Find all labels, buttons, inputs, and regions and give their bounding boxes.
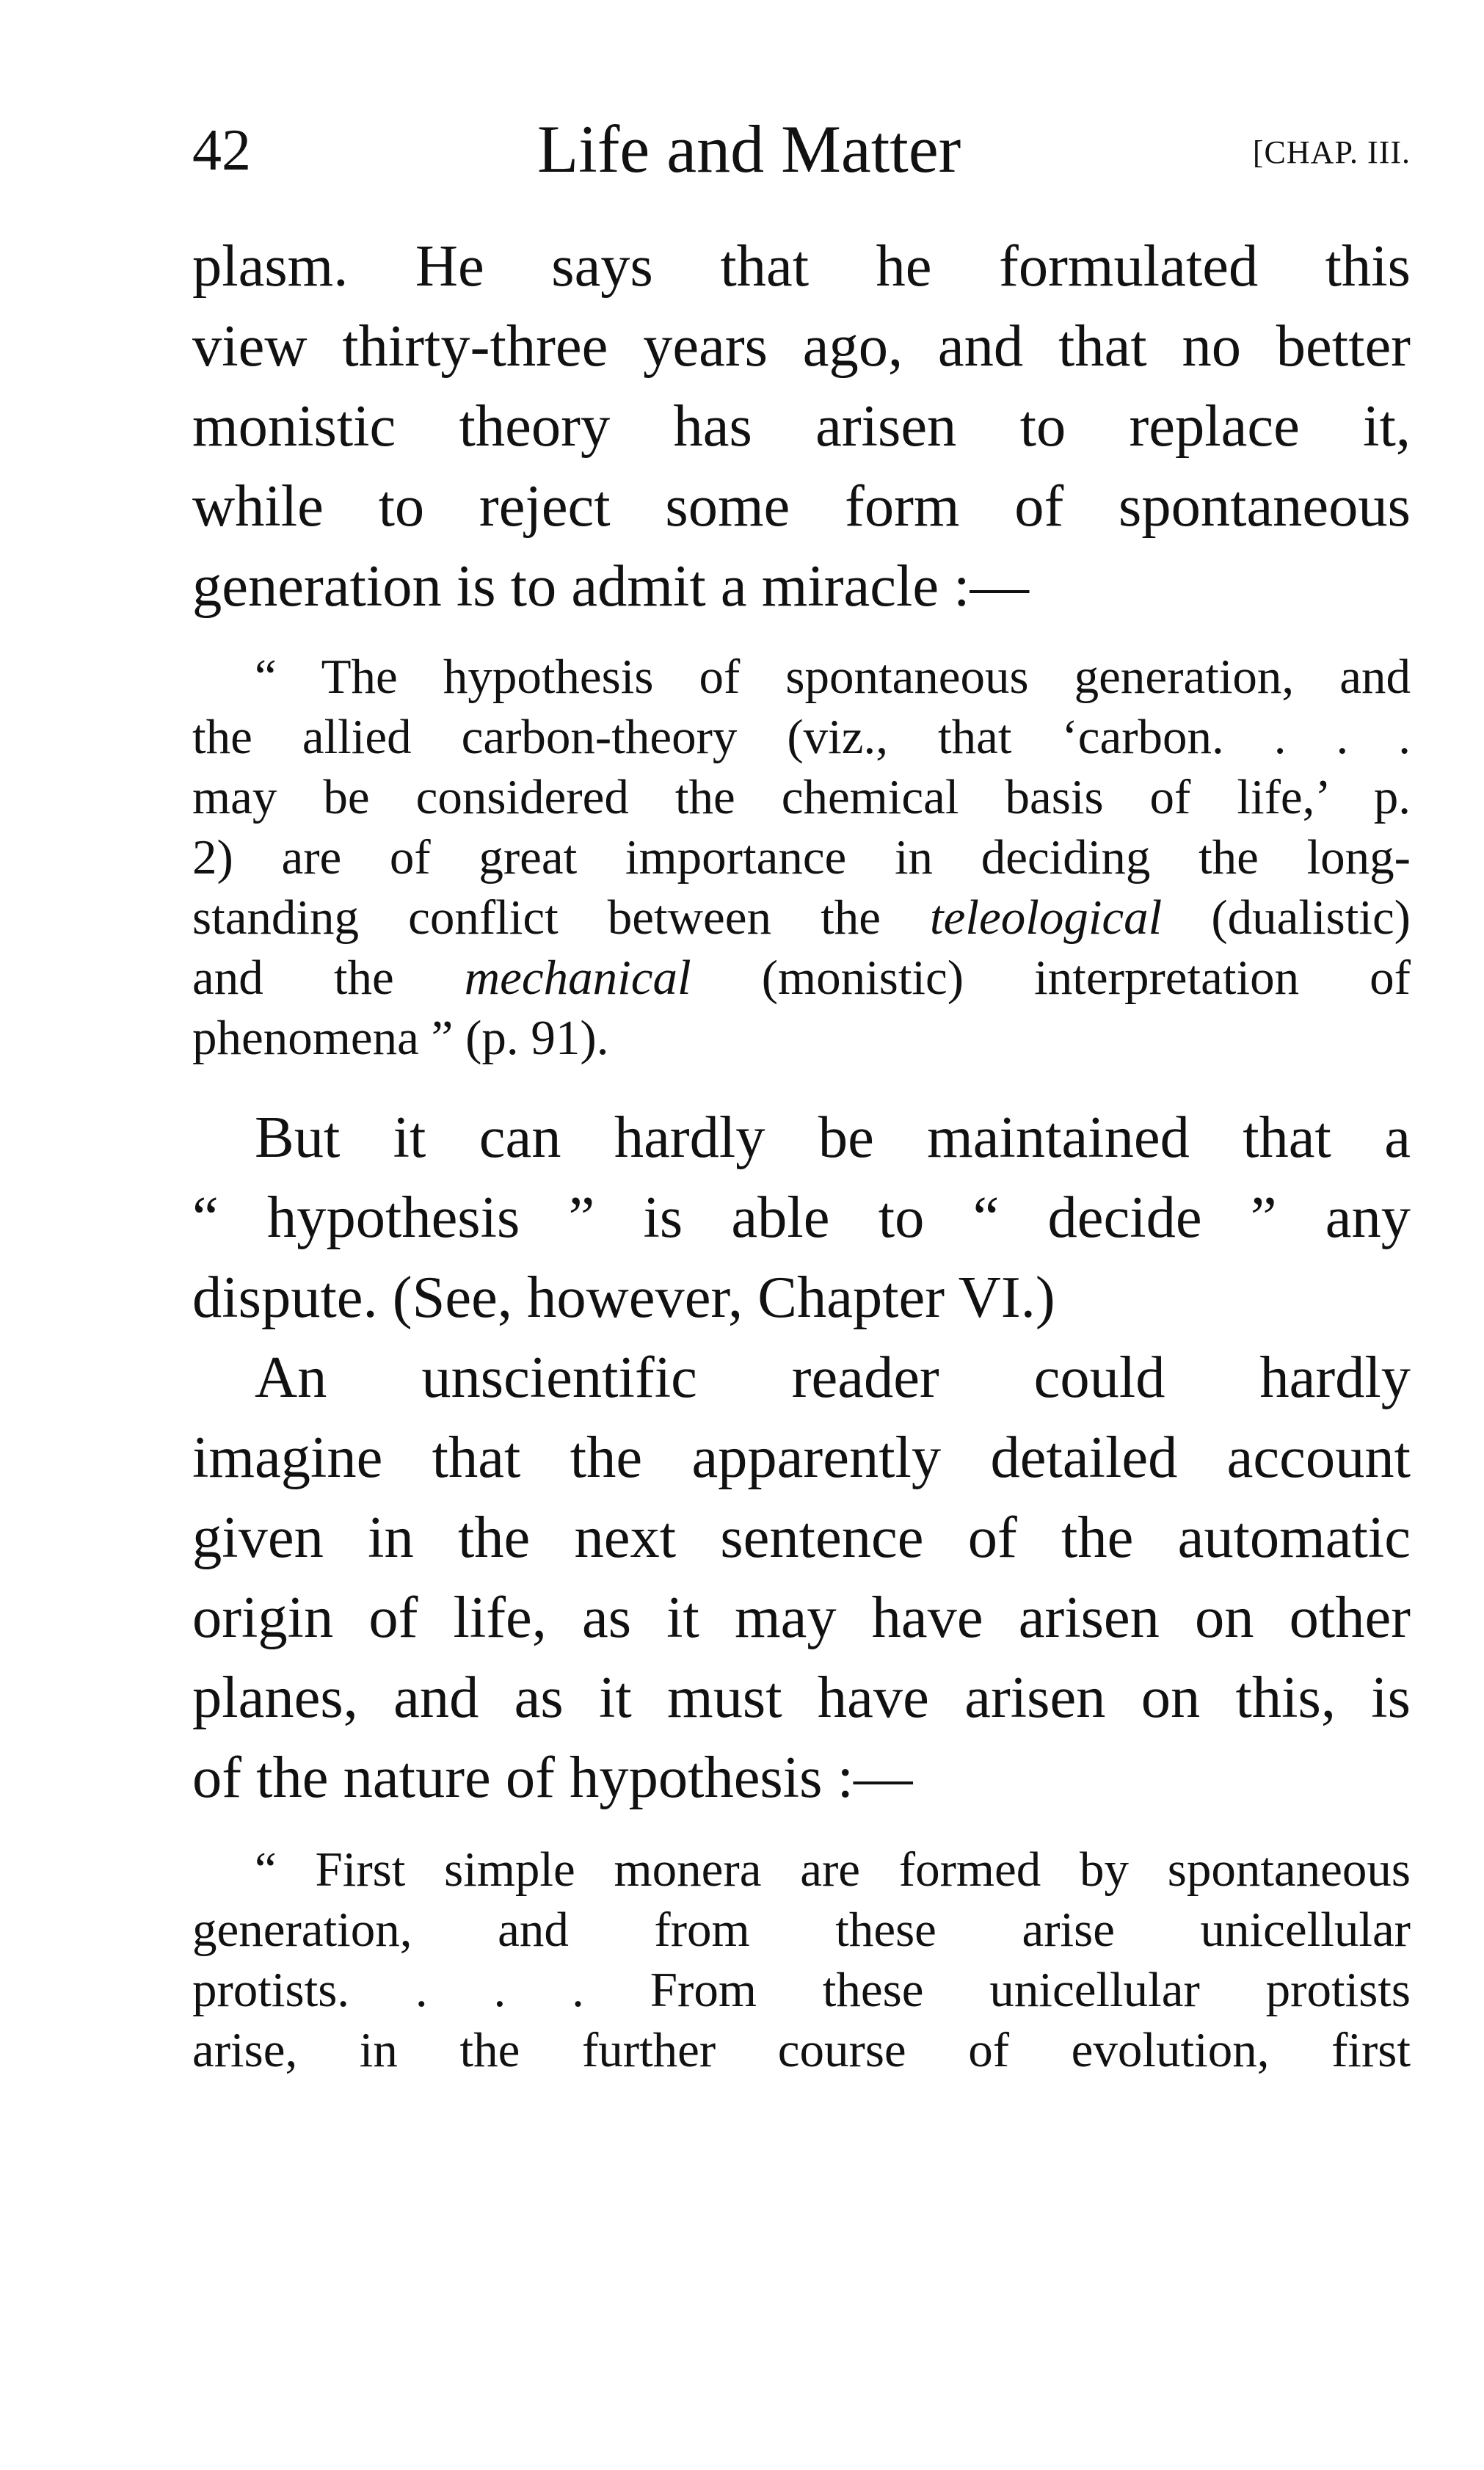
text-line: An unscientific reader could hardly <box>255 1345 1411 1410</box>
text-line: while to reject some form of spontaneous <box>192 473 1411 539</box>
quote-line <box>192 887 1411 948</box>
text-line: But it can hardly be maintained that a <box>255 1105 1411 1170</box>
running-title: Life and Matter <box>537 112 961 186</box>
text-line: given in the next sentence of the automatic <box>192 1505 1411 1570</box>
text-line: dispute. (See, however, Chapter VI.) <box>192 1265 1055 1330</box>
italic-term-mechanical: mechanical <box>464 951 691 1005</box>
text-line: imagine that the apparently detailed account <box>192 1425 1411 1490</box>
block-quote-monera <box>192 1839 1411 2080</box>
book-page <box>192 110 1411 2080</box>
block-quote-spontaneous-generation <box>192 647 1411 1068</box>
quote-line <box>192 948 1411 1008</box>
quote-text: and the <box>192 951 465 1005</box>
italic-term-teleological: teleological <box>930 890 1163 945</box>
quote-line: may be considered the chemical basis of life,’ p. <box>192 770 1411 824</box>
paragraph-unscientific-reader <box>192 1337 1411 1817</box>
text-line: monistic theory has arisen to replace it, <box>192 393 1411 459</box>
quote-line: “ First simple monera are formed by spontaneous <box>255 1842 1411 1897</box>
paragraph-plasm <box>192 226 1411 626</box>
quote-line: 2) are of great importance in deciding the long- <box>192 830 1411 885</box>
page-number: 42 <box>192 118 251 183</box>
text-line: view thirty-three years ago, and that no better <box>192 313 1411 379</box>
text-line: generation is to admit a miracle :— <box>192 553 1030 619</box>
quote-line: “ The hypothesis of spontaneous generation, and <box>255 650 1411 704</box>
quote-text: (monistic) interpretation of <box>691 951 1411 1005</box>
text-line: origin of life, as it may have arisen on other <box>192 1585 1411 1650</box>
paragraph-hypothesis <box>192 1097 1411 1337</box>
quote-line: protists. . . . From these unicellular protists <box>192 1963 1411 2017</box>
quote-text: (dualistic) <box>1162 890 1411 945</box>
quote-line: phenomena ” (p. 91). <box>192 1011 609 1065</box>
running-header <box>192 110 1411 198</box>
quote-line: generation, and from these arise unicellular <box>192 1903 1411 1957</box>
chapter-marker: [CHAP. III. <box>1252 134 1411 170</box>
quote-line: the allied carbon-theory (viz., that ‘carbon. . . . <box>192 710 1411 764</box>
quote-line: arise, in the further course of evolution, first <box>192 2023 1411 2077</box>
text-line: of the nature of hypothesis :— <box>192 1745 913 1810</box>
text-line: planes, and as it must have arisen on this, is <box>192 1665 1411 1730</box>
text-line: plasm. He says that he formulated this <box>192 233 1411 299</box>
quote-text: standing conflict between the <box>192 890 930 945</box>
text-line: “ hypothesis ” is able to “ decide ” any <box>192 1185 1411 1250</box>
